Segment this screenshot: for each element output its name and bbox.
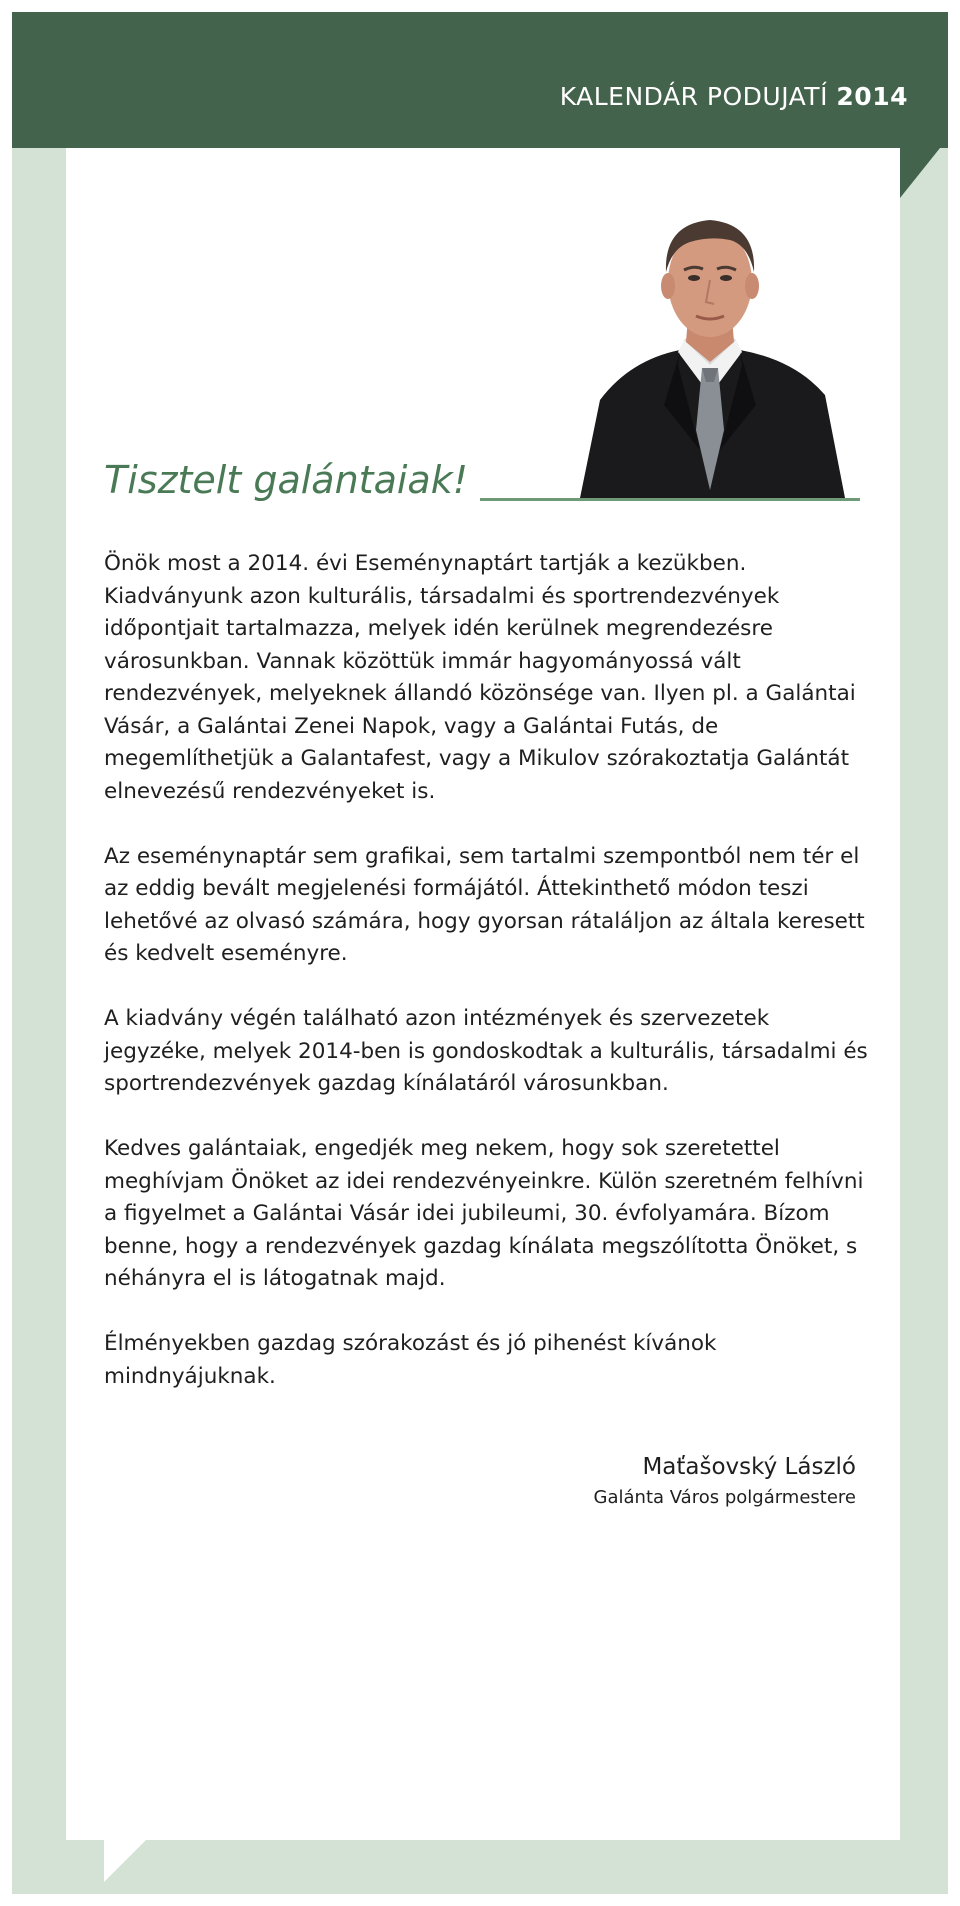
letter-paragraph: Élményekben gazdag szórakozást és jó pihenést kívánok mindnyájuknak. xyxy=(104,1331,717,1389)
signature-name: Maťašovský László xyxy=(642,1454,856,1480)
letter-paragraph: Az eseménynaptár sem grafikai, sem tartalmi szempontból nem tér el az eddig bevált megjelenési formájától. Áttekinthető módon teszi lehetővé az olvasó számára, hogy gyorsan rátaláljon az általa keresett és kedvelt eseményre. xyxy=(104,843,865,966)
signature-title: Galánta Város polgármestere xyxy=(593,1487,856,1508)
letter-paragraph: Önök most a 2014. évi Eseménynaptárt tartják a kezükben. Kiadványunk azon kulturális, társadalmi és sportrendezvények időpontjait tartalmazza, melyek idén kerülnek megrendezésre városunkban. Vannak közöttük immár hagyományossá vált rendezvények, melyeknek állandó közönsége van. Ilyen pl. a Galántai Vásár, a Galántai Zenei Napok, vagy a Galántai Futás, de megemlíthetjük a Galantafest, vagy a Mikulov szórakoztatja Galántát elnevezésű rendezvényeket is. xyxy=(104,551,856,804)
header-title xyxy=(560,82,908,111)
header-year: 2014 xyxy=(836,82,908,111)
mayor-portrait xyxy=(560,190,860,498)
header-bar xyxy=(12,12,948,148)
letter-paragraph: A kiadvány végén található azon intézmények és szervezetek jegyzéke, melyek 2014-ben is gondoskodtak a kulturális, társadalmi és sportrendezvények gazdag kínálatáról városunkban. xyxy=(104,1006,868,1096)
greeting-heading: Tisztelt galántaiak! xyxy=(104,458,468,502)
greeting-underline xyxy=(480,498,860,501)
header-title-text: KALENDÁR PODUJATÍ xyxy=(559,82,828,111)
letter-paragraph: Kedves galántaiak, engedjék meg nekem, hogy sok szeretettel meghívjam Önöket az idei rendezvényeinkre. Külön szeretném felhívni a figyelmet a Galántai Vásár idei jubileumi, 30. évfolyamára. Bízom benne, hogy a rendezvények gazdag kínálata megszólította Önöket, s néhányra el is látogatnak majd. xyxy=(104,1136,864,1291)
portrait-photo xyxy=(560,190,860,498)
signature-block xyxy=(594,1450,856,1512)
letter-body xyxy=(104,548,876,1426)
